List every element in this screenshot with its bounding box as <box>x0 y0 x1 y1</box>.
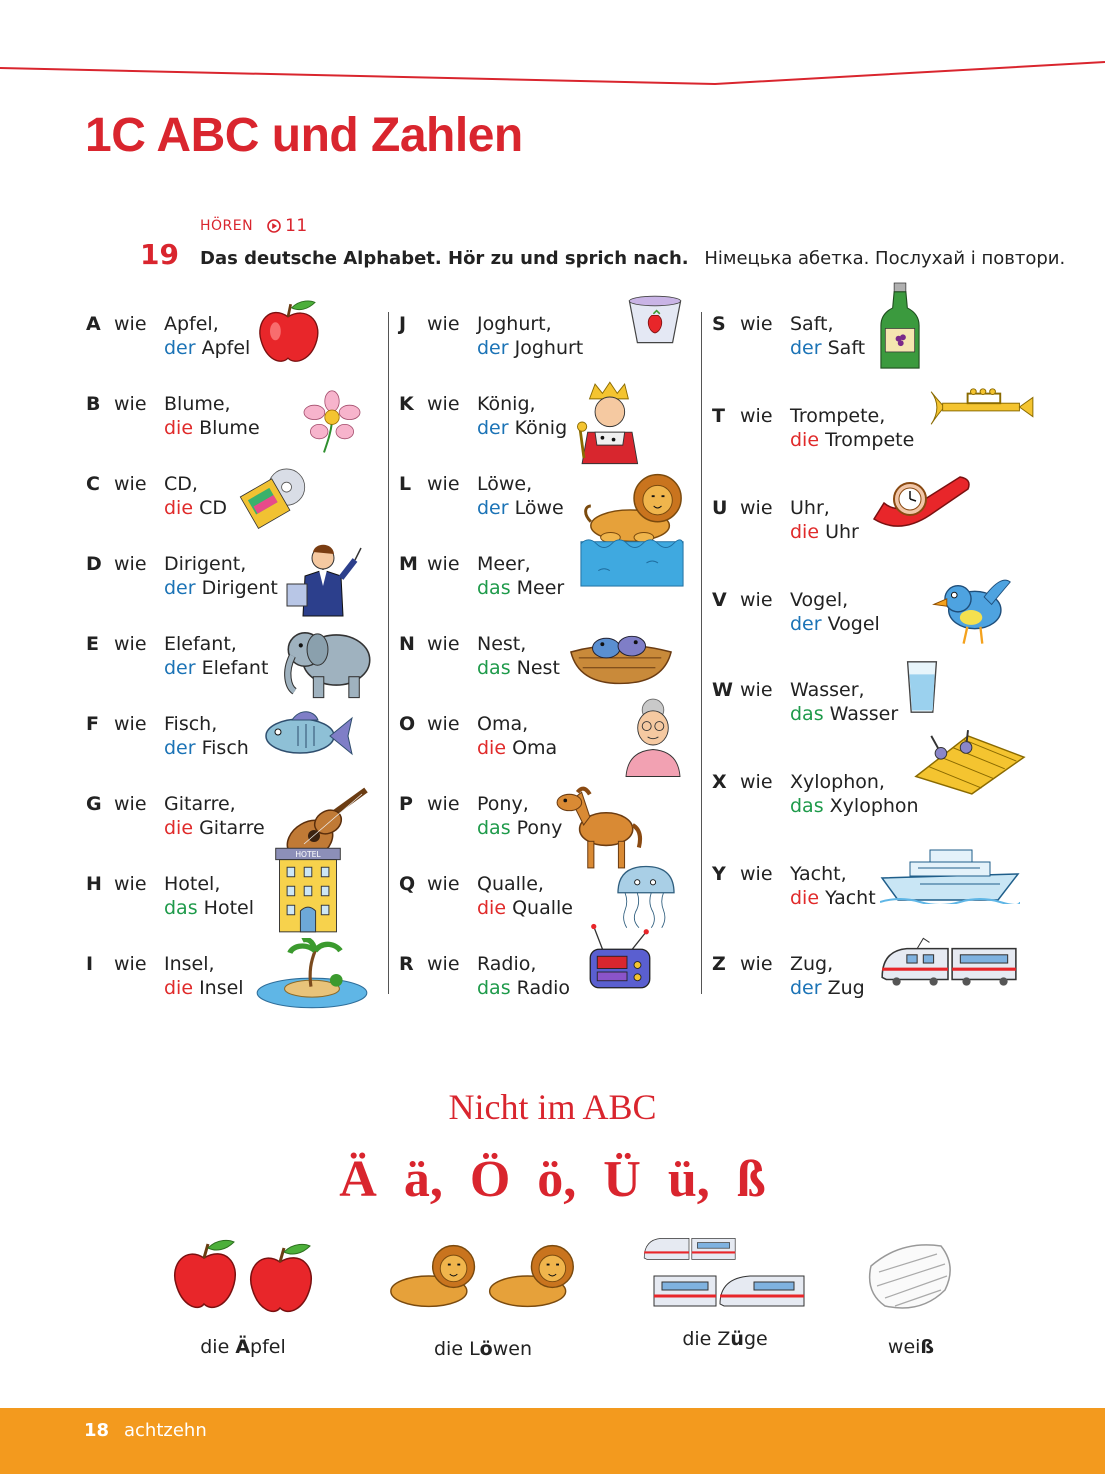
article: der <box>790 337 822 359</box>
juice-bottle-icon <box>878 270 922 384</box>
exercise-number: 19 <box>140 238 179 271</box>
example-item <box>640 1228 810 1358</box>
word-block <box>790 312 865 360</box>
alphabet-entry-l <box>399 472 699 542</box>
wie-label: wie <box>740 771 773 793</box>
article: der <box>164 737 196 759</box>
alphabet-entry-d <box>86 552 386 622</box>
king-icon <box>571 378 645 466</box>
alphabet-entry-k <box>399 392 699 462</box>
noun: Nest <box>516 657 560 679</box>
alphabet-entry-o <box>399 712 699 782</box>
word: CD, <box>164 473 198 495</box>
xylophone-icon <box>910 728 1026 796</box>
article: die <box>477 737 507 759</box>
noun: Elefant <box>201 657 269 679</box>
noun: Dirigent <box>201 577 278 599</box>
alphabet-entry-b <box>86 392 386 462</box>
word: Wasser, <box>790 679 865 701</box>
noun: Blume <box>199 417 260 439</box>
alphabet-entry-e <box>86 632 386 702</box>
wie-label: wie <box>114 473 147 495</box>
word-block <box>477 632 560 680</box>
example-caption <box>640 1328 810 1350</box>
wie-label: wie <box>427 393 460 415</box>
article: der <box>790 977 822 999</box>
letter: T <box>712 405 725 427</box>
article: das <box>477 577 511 599</box>
letter: P <box>399 793 413 815</box>
alphabet-entry-a <box>86 312 386 382</box>
pony-icon <box>553 780 645 872</box>
apples-icon <box>168 1236 318 1316</box>
trumpet-icon <box>928 384 1036 432</box>
extra-heading: Nicht im ABC <box>448 1087 657 1127</box>
word-block <box>790 862 876 910</box>
letter: N <box>399 633 415 655</box>
audio-track[interactable] <box>267 216 308 236</box>
article: der <box>477 497 509 519</box>
letter: I <box>86 953 94 975</box>
article: das <box>790 795 824 817</box>
example-item <box>856 1236 966 1366</box>
top-red-rule <box>0 0 1105 90</box>
article: die <box>164 417 194 439</box>
word: Insel, <box>164 953 215 975</box>
word: Vogel, <box>790 589 849 611</box>
article: das <box>164 897 198 919</box>
wie-label: wie <box>427 713 460 735</box>
letter: B <box>86 393 101 415</box>
grandma-icon <box>617 694 689 778</box>
example-caption <box>168 1336 318 1358</box>
alphabet-entry-x <box>712 770 1012 840</box>
word-block <box>790 952 865 1000</box>
article: das <box>477 657 511 679</box>
noun: Wasser <box>829 703 899 725</box>
word-block <box>790 404 914 452</box>
letter: G <box>86 793 102 815</box>
word: Uhr, <box>790 497 830 519</box>
wie-label: wie <box>740 589 773 611</box>
article: der <box>477 417 509 439</box>
section-label <box>200 216 308 236</box>
wie-label: wie <box>427 313 460 335</box>
wie-label: wie <box>740 313 773 335</box>
letter: W <box>712 679 733 701</box>
letter: D <box>86 553 102 575</box>
word: Dirigent, <box>164 553 247 575</box>
caption-text: pfel <box>250 1336 286 1358</box>
word: Zug, <box>790 953 834 975</box>
wie-label: wie <box>427 953 460 975</box>
alphabet-entry-i <box>86 952 386 1022</box>
word: Fisch, <box>164 713 218 735</box>
audio-track-number: 11 <box>285 216 308 236</box>
flower-icon <box>300 380 364 464</box>
alphabet-entry-f <box>86 712 386 782</box>
island-icon <box>254 938 370 1012</box>
water-glass-icon <box>904 658 940 716</box>
caption-text: ge <box>743 1328 768 1350</box>
article: die <box>790 887 820 909</box>
article: die <box>164 497 194 519</box>
noun: Apfel <box>201 337 251 359</box>
article: der <box>477 337 509 359</box>
letter: S <box>712 313 726 335</box>
letter: A <box>86 313 101 335</box>
word-block <box>164 312 250 360</box>
noun: Insel <box>199 977 244 999</box>
noun: Meer <box>516 577 565 599</box>
wie-label: wie <box>427 633 460 655</box>
article: die <box>790 521 820 543</box>
lions-icon <box>378 1238 588 1314</box>
letter: M <box>399 553 418 575</box>
article: der <box>790 613 822 635</box>
column-divider <box>388 312 389 994</box>
hotel-icon <box>270 846 346 936</box>
instruction <box>200 248 1065 269</box>
alphabet-entry-v <box>712 588 1012 658</box>
wie-label: wie <box>740 679 773 701</box>
section-label-text: HÖREN <box>200 218 254 234</box>
example-item <box>168 1236 318 1366</box>
article: die <box>790 429 820 451</box>
alphabet-entry-n <box>399 632 699 702</box>
alphabet-entry-z <box>712 952 1012 1022</box>
word-block <box>790 678 898 726</box>
footer-bar <box>0 1408 1105 1474</box>
instruction-ukrainian: Німецька абетка. Послухай і повтори. <box>704 248 1066 269</box>
word-block <box>164 632 268 680</box>
caption-text: wen <box>492 1338 532 1360</box>
word: Trompete, <box>790 405 886 427</box>
word-block <box>477 392 567 440</box>
word-block <box>164 792 265 840</box>
noun: Xylophon <box>829 795 919 817</box>
letter: Q <box>399 873 416 895</box>
noun: Gitarre <box>199 817 265 839</box>
word-block <box>477 952 570 1000</box>
alphabet-entry-c <box>86 472 386 542</box>
word: Pony, <box>477 793 529 815</box>
article: der <box>164 577 196 599</box>
article: der <box>164 337 196 359</box>
word: Apfel, <box>164 313 219 335</box>
noun: Joghurt <box>514 337 584 359</box>
noun: König <box>514 417 568 439</box>
article: die <box>164 977 194 999</box>
noun: Vogel <box>827 613 880 635</box>
word: Löwe, <box>477 473 533 495</box>
white-scribble-icon <box>856 1236 966 1316</box>
special-letters: Ä ä, Ö ö, Ü ü, ß <box>339 1151 766 1208</box>
radio-icon <box>585 918 655 998</box>
alphabet-entry-h <box>86 849 386 942</box>
apple-icon <box>252 296 324 370</box>
page-number: 18 <box>84 1420 110 1441</box>
noun: Saft <box>827 337 866 359</box>
letter: F <box>86 713 99 735</box>
svg-text:HOTEL: HOTEL <box>295 849 321 859</box>
word-block <box>477 552 564 600</box>
wie-label: wie <box>114 713 147 735</box>
letter: K <box>399 393 414 415</box>
word: Elefant, <box>164 633 237 655</box>
sea-icon <box>579 534 685 588</box>
alphabet-entry-r <box>399 952 699 1022</box>
word-block <box>164 712 249 760</box>
conductor-icon <box>282 540 364 620</box>
word: Saft, <box>790 313 834 335</box>
letter: L <box>399 473 412 495</box>
noun: Löwe <box>514 497 564 519</box>
word-block <box>164 952 244 1000</box>
letter: H <box>86 873 102 895</box>
caption-special-letter: ü <box>730 1328 744 1350</box>
letter: J <box>399 313 407 335</box>
wie-label: wie <box>427 793 460 815</box>
word-block <box>164 552 278 600</box>
letter: O <box>399 713 416 735</box>
wie-label: wie <box>114 793 147 815</box>
word: Radio, <box>477 953 537 975</box>
wie-label: wie <box>427 473 460 495</box>
word: König, <box>477 393 536 415</box>
word-block <box>477 792 562 840</box>
alphabet-entry-m <box>399 552 699 622</box>
noun: Pony <box>516 817 563 839</box>
caption-special-letter: Ä <box>235 1336 251 1358</box>
train-icon <box>876 936 1020 988</box>
caption-text: die <box>200 1336 236 1358</box>
caption-text: wei <box>887 1336 921 1358</box>
yacht-icon <box>880 844 1020 904</box>
noun: Hotel <box>203 897 254 919</box>
wie-label: wie <box>427 873 460 895</box>
alphabet-entry-u <box>712 496 1012 566</box>
wie-label: wie <box>114 953 147 975</box>
noun: Oma <box>512 737 558 759</box>
trains-icon <box>640 1228 810 1312</box>
word-block <box>477 472 564 520</box>
word-block <box>477 312 583 360</box>
letter: Z <box>712 953 726 975</box>
article: die <box>477 897 507 919</box>
alphabet-entry-t <box>712 404 1012 474</box>
word: Joghurt, <box>477 313 552 335</box>
word-block <box>164 392 260 440</box>
noun: Yacht <box>825 887 876 909</box>
noun: Trompete <box>825 429 915 451</box>
letter: C <box>86 473 100 495</box>
wie-label: wie <box>740 405 773 427</box>
article: die <box>164 817 194 839</box>
caption-special-letter: ö <box>479 1338 493 1360</box>
caption-special-letter: ß <box>920 1336 935 1358</box>
word: Oma, <box>477 713 529 735</box>
word: Nest, <box>477 633 527 655</box>
alphabet-entry-y <box>712 862 1012 932</box>
article: das <box>477 977 511 999</box>
noun: Qualle <box>512 897 573 919</box>
noun: CD <box>199 497 227 519</box>
word-block <box>477 872 573 920</box>
watch-icon <box>870 474 970 536</box>
word-block <box>164 872 254 920</box>
wie-label: wie <box>114 633 147 655</box>
example-item <box>378 1238 588 1368</box>
elephant-icon <box>282 618 376 702</box>
cd-icon <box>232 464 318 530</box>
word: Gitarre, <box>164 793 236 815</box>
word: Meer, <box>477 553 531 575</box>
instruction-german: Das deutsche Alphabet. Hör zu und sprich nach. <box>200 248 689 269</box>
word-block <box>790 588 880 636</box>
alphabet-entry-j <box>399 312 699 382</box>
nest-icon <box>567 618 675 688</box>
example-caption <box>378 1338 588 1360</box>
word-block <box>477 712 557 760</box>
word-block <box>790 770 919 818</box>
noun: Fisch <box>201 737 249 759</box>
example-caption <box>856 1336 966 1358</box>
caption-text: die Z <box>682 1328 731 1350</box>
letter: E <box>86 633 99 655</box>
letter: Y <box>712 863 726 885</box>
word: Qualle, <box>477 873 544 895</box>
wie-label: wie <box>114 393 147 415</box>
alphabet-entry-s <box>712 312 1012 382</box>
article: das <box>477 817 511 839</box>
caption-text: die L <box>434 1338 480 1360</box>
page-number-word: achtzehn <box>124 1420 207 1441</box>
column-divider <box>701 312 702 994</box>
wie-label: wie <box>427 553 460 575</box>
fish-icon <box>256 706 356 766</box>
wie-label: wie <box>114 873 147 895</box>
noun: Uhr <box>825 521 859 543</box>
word: Yacht, <box>790 863 847 885</box>
article: das <box>790 703 824 725</box>
yogurt-icon <box>623 292 687 350</box>
noun: Radio <box>516 977 571 999</box>
word: Xylophon, <box>790 771 885 793</box>
letter: R <box>399 953 414 975</box>
word: Hotel, <box>164 873 221 895</box>
wie-label: wie <box>740 953 773 975</box>
wie-label: wie <box>740 497 773 519</box>
page-title: 1C ABC und Zahlen <box>85 109 523 162</box>
bird-icon <box>930 568 1014 652</box>
noun: Zug <box>827 977 865 999</box>
wie-label: wie <box>114 553 147 575</box>
letter: U <box>712 497 728 519</box>
letter: X <box>712 771 727 793</box>
word: Blume, <box>164 393 231 415</box>
word-block <box>164 472 227 520</box>
article: der <box>164 657 196 679</box>
wie-label: wie <box>114 313 147 335</box>
alphabet-entry-p <box>399 792 699 862</box>
play-icon <box>267 219 281 233</box>
wie-label: wie <box>740 863 773 885</box>
word-block <box>790 496 859 544</box>
letter: V <box>712 589 727 611</box>
